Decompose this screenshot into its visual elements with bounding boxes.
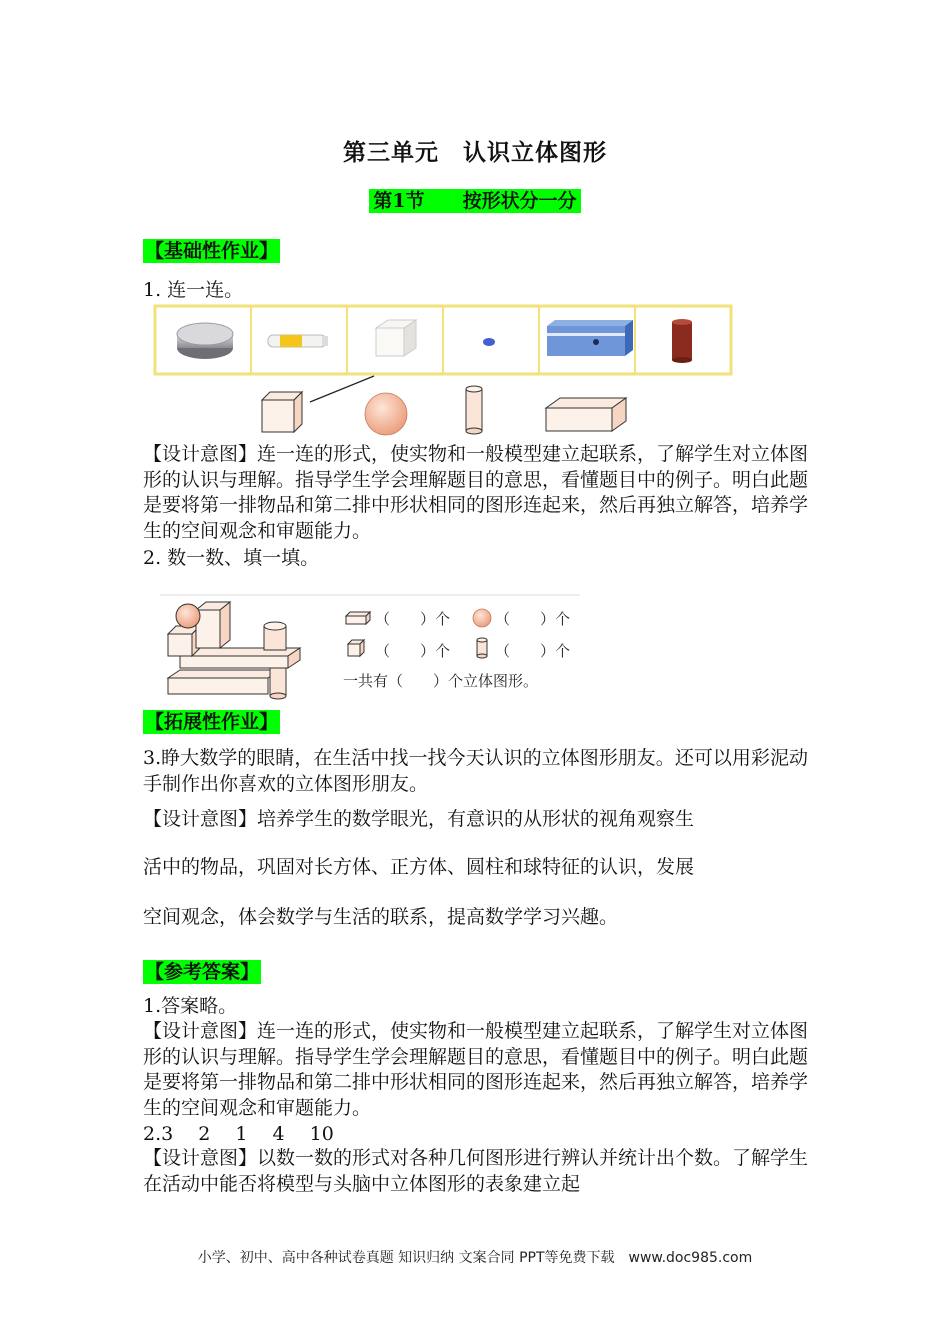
sphere-shape-icon: [365, 393, 407, 435]
total-count-blank: 一共有（ ）个立体图形。: [343, 672, 539, 690]
counting-figure: [160, 594, 590, 704]
question-1: 1. 连一连。: [143, 279, 244, 301]
answer-2: 2.3 2 1 4 10: [143, 1123, 334, 1145]
cube-count-blank: （ ）个: [375, 642, 451, 660]
sphere-count-blank: （ ）个: [495, 610, 571, 628]
cylinder-count-icon: [477, 638, 487, 658]
answer-1: 1.答案略。: [143, 995, 238, 1017]
sphere-count-icon: [473, 609, 491, 627]
sample-connecting-line: [310, 376, 374, 402]
unit-title: 第三单元 认识立体图形: [343, 139, 607, 166]
cube-box-photo-icon: [376, 320, 416, 356]
file-box-photo-icon: [547, 320, 633, 356]
cube-shape-icon: [262, 392, 302, 432]
basic-tag-wrap: [143, 236, 280, 263]
tin-can-photo-icon: [177, 323, 233, 359]
reference-answer-tag: 【参考答案】: [145, 961, 260, 983]
question-3: 3.睁大数学的眼睛，在生活中找一找今天认识的立体图形朋友。还可以用彩泥动手制作出你喜欢的立体图形朋友。: [143, 747, 808, 795]
glue-stick-photo-icon: [268, 335, 328, 347]
cylinder-shape-icon: [466, 386, 482, 434]
question-2: 2. 数一数、填一填。: [143, 547, 320, 569]
cuboid-count-icon: [346, 612, 370, 624]
cylinder-count-blank: （ ）个: [495, 642, 571, 660]
cuboid-count-blank: （ ）个: [375, 610, 451, 628]
extend-homework-tag: 【拓展性作业】: [145, 711, 279, 733]
small-ball-photo-icon: [483, 338, 495, 346]
basic-homework-tag: 【基础性作业】: [145, 240, 279, 262]
page-footer: 小学、初中、高中各种试卷真题 知识归纳 文案合同 PPT等免费下载 www.doc985.com: [197, 1250, 753, 1266]
answer-1-intent: 【设计意图】连一连的形式，使实物和一般模型建立起联系，了解学生对立体图形的认识与理解。指导学生学会理解题目的意思，看懂题目中的例子。明白此题是要将第一排物品和第二排中形状相同的图形连起来，然后再独立解答，培养学生的空间观念和审题能力。: [143, 1020, 809, 1119]
answer-2-intent: 【设计意图】以数一数的形式对各种几何图形进行辨认并统计出个数。了解学生在活动中能否将模型与头脑中立体图形的表象建立起: [143, 1147, 809, 1195]
matching-figure: [150, 304, 740, 440]
extend-tag-wrap: [143, 707, 280, 734]
cube-count-icon: [348, 640, 364, 656]
question-3-intent-line-1: 【设计意图】培养学生的数学眼光，有意识的从形状的视角观察生: [143, 808, 695, 830]
block-tower-drawing: [168, 602, 300, 699]
answers-tag-wrap: [143, 957, 261, 984]
section-title-wrap: [0, 186, 950, 213]
question-3-intent-line-2: 活中的物品，巩固对长方体、正方体、圆柱和球特征的认识，发展: [143, 856, 695, 878]
pen-holder-photo-icon: [672, 319, 692, 363]
section-title: 第1节 按形状分一分: [369, 189, 580, 213]
question-1-intent: 【设计意图】连一连的形式，使实物和一般模型建立起联系，了解学生对立体图形的认识与理解。指导学生学会理解题目的意思，看懂题目中的例子。明白此题是要将第一排物品和第二排中形状相同的图形连起来，然后再独立解答，培养学生的空间观念和审题能力。: [143, 443, 809, 542]
question-3-intent-line-3: 空间观念，体会数学与生活的联系，提高数学学习兴趣。: [143, 906, 619, 928]
cuboid-shape-icon: [546, 398, 626, 431]
